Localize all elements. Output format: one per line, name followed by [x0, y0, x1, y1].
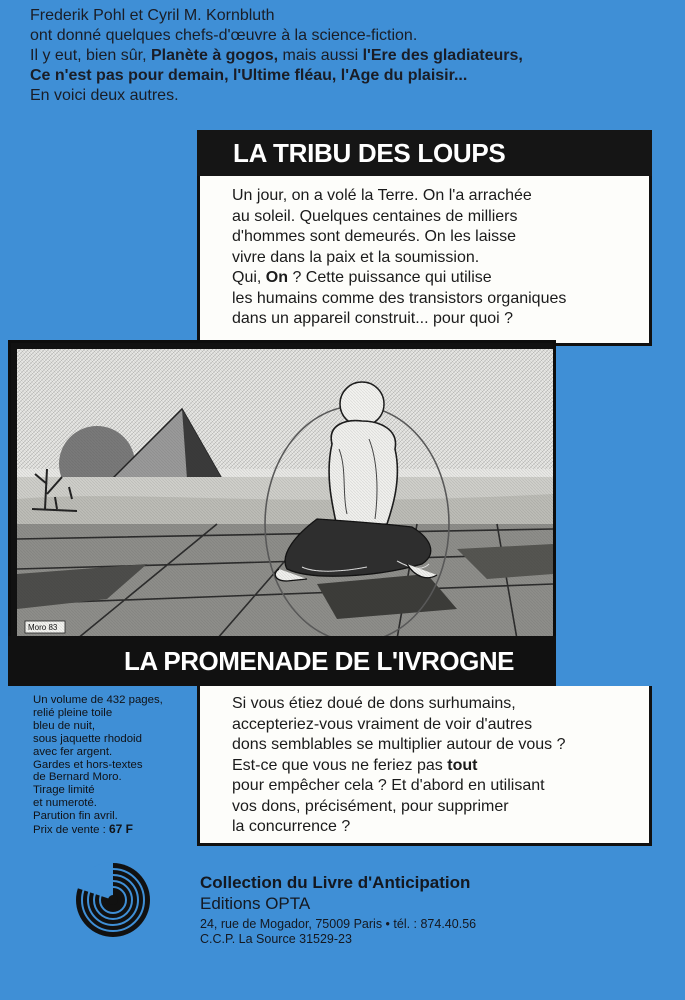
book1-synopsis	[232, 186, 642, 330]
publisher-logo-icon	[75, 862, 151, 938]
intro-line: Frederik Pohl et Cyril M. Kornbluth	[30, 7, 275, 24]
book1-title: LA TRIBU DES LOUPS	[197, 130, 652, 176]
publisher-address: 24, rue de Mogador, 75009 Paris • tél. : 874.40.56	[200, 917, 477, 931]
intro-line: Ce n'est pas pour demain, l'Ultime fléau, l'Age du plaisir...	[30, 67, 468, 84]
synopsis-line: Si vous étiez doué de dons surhumains,	[232, 695, 516, 712]
spec-line: Un volume de 432 pages,	[33, 694, 163, 706]
price-line: Prix de vente : 67 F	[33, 822, 133, 837]
synopsis-line: pour empêcher cela ? Et d'abord en utilisant	[232, 777, 545, 794]
book2-title: LA PROMENADE DE L'IVROGNE	[8, 636, 556, 686]
synopsis-line: Qui, On ? Cette puissance qui utilise	[232, 269, 492, 286]
publisher-ccp: C.C.P. La Source 31529-23	[200, 932, 352, 946]
publisher-name: Editions OPTA	[200, 894, 311, 913]
spec-line: bleu de nuit,	[33, 719, 96, 732]
cover-illustration	[8, 340, 556, 686]
publisher-info	[200, 872, 670, 947]
spec-line: Tirage limité	[33, 784, 95, 797]
intro-text	[30, 6, 670, 106]
synopsis-line: accepteriez-vous vraiment de voir d'autres	[232, 715, 533, 733]
spec-line: et numeroté.	[33, 797, 97, 810]
synopsis-line: Est-ce que vous ne feriez pas tout	[232, 756, 478, 774]
spec-line: relié pleine toile	[33, 706, 113, 719]
synopsis-line: dons semblables se multiplier autour de vous ?	[232, 736, 566, 753]
synopsis-line: dans un appareil construit... pour quoi ?	[232, 310, 514, 327]
synopsis-line: vos dons, précisément, pour supprimer	[232, 797, 509, 815]
synopsis-line: les humains comme des transistors organiques	[232, 289, 567, 307]
spec-line: avec fer argent.	[33, 745, 113, 758]
synopsis-line: au soleil. Quelques centaines de milliers	[232, 207, 518, 225]
illustration-artwork	[17, 349, 553, 639]
price-value: 67 F	[108, 822, 133, 837]
intro-line: En voici deux autres.	[30, 87, 179, 104]
spec-line: Gardes et hors-textes	[33, 758, 143, 771]
book-specifications	[33, 694, 203, 837]
spec-line: sous jaquette rhodoid	[33, 732, 142, 745]
synopsis-line: Un jour, on a volé la Terre. On l'a arrachée	[232, 187, 532, 204]
collection-name: Collection du Livre d'Anticipation	[200, 873, 471, 892]
intro-line: ont donné quelques chefs-d'œuvre à la science-fiction.	[30, 27, 418, 44]
spec-line: Parution fin avril.	[33, 810, 118, 823]
spec-line: de Bernard Moro.	[33, 771, 122, 784]
intro-line: Il y eut, bien sûr, Planète à gogos, mais aussi l'Ere des gladiateurs,	[30, 47, 523, 64]
synopsis-line: vivre dans la paix et la soumission.	[232, 248, 480, 266]
artist-signature: Moro 83	[28, 623, 58, 632]
synopsis-line: d'hommes sont demeurés. On les laisse	[232, 228, 517, 245]
synopsis-line: la concurrence ?	[232, 818, 351, 835]
book2-synopsis	[232, 694, 647, 838]
